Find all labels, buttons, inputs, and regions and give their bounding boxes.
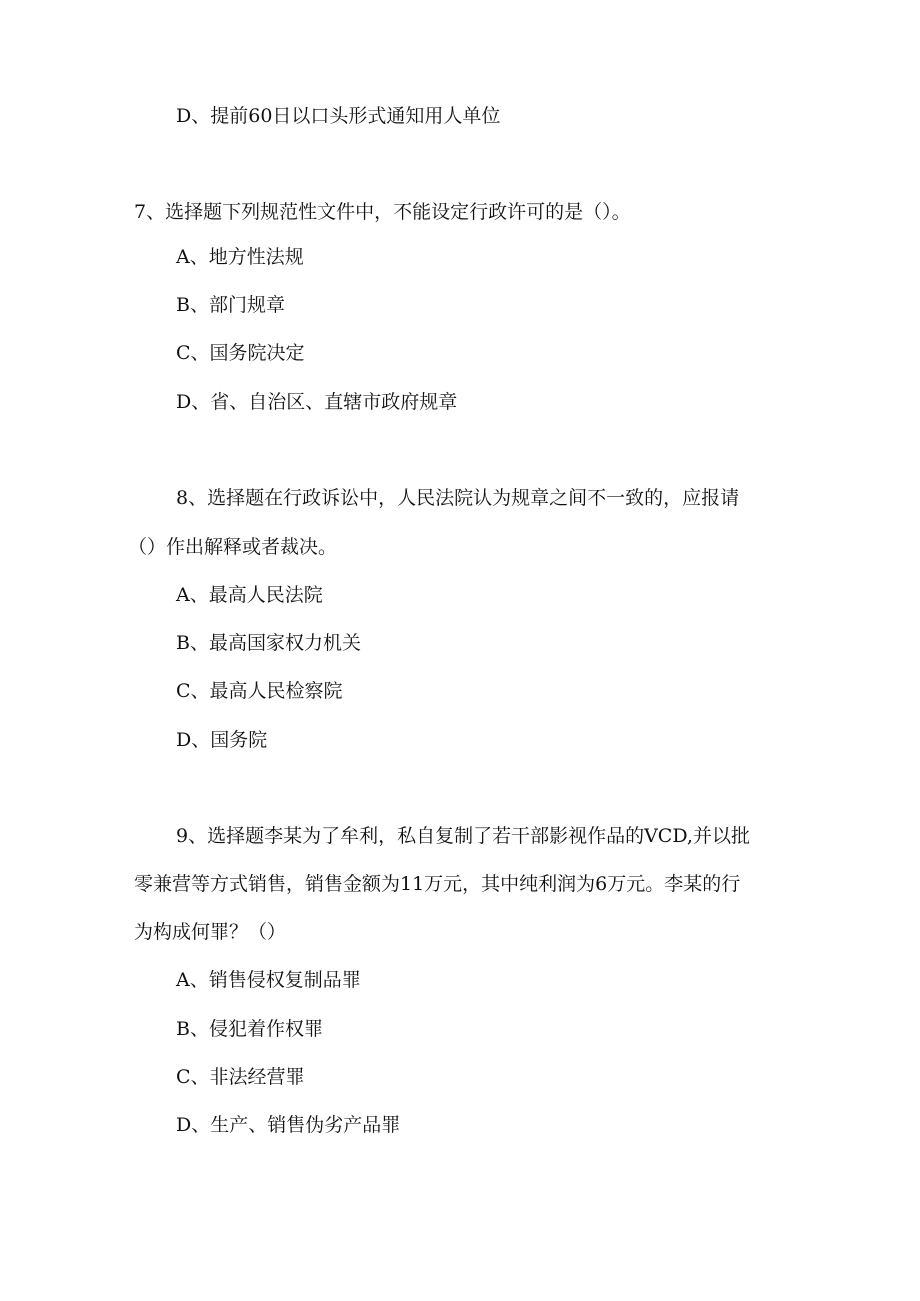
option-d: D、国务院 xyxy=(176,729,268,751)
option-a: A、地方性法规 xyxy=(176,246,304,268)
question-stem: 8、选择题在行政诉讼中，人民法院认为规章之间不一致的，应报请 xyxy=(176,487,740,509)
question-stem-continued: 为构成何罪？（） xyxy=(134,921,287,943)
option-c: C、非法经营罪 xyxy=(176,1066,305,1088)
option-c: C、国务院决定 xyxy=(176,342,305,364)
option-b: B、侵犯着作权罪 xyxy=(176,1018,323,1040)
option-c: C、最高人民检察院 xyxy=(176,680,343,702)
question-stem-continued: （）作出解释或者裁决。 xyxy=(128,536,338,558)
option-a: A、最高人民法院 xyxy=(176,584,323,606)
option-b: B、部门规章 xyxy=(176,294,285,316)
question-stem-continued: 零兼营等方式销售，销售金额为11万元，其中纯利润为6万元。李某的行 xyxy=(134,873,741,895)
option-d: D、省、自治区、直辖市政府规章 xyxy=(176,391,458,413)
option-a: A、销售侵权复制品罪 xyxy=(176,969,361,991)
option-b: B、最高国家权力机关 xyxy=(176,632,361,654)
question-stem: 9、选择题李某为了牟利，私自复制了若干部影视作品的VCD,并以批 xyxy=(176,825,750,847)
option-d: D、提前60日以口头形式通知用人单位 xyxy=(176,105,501,127)
option-d: D、生产、销售伪劣产品罪 xyxy=(176,1114,401,1136)
question-stem: 7、选择题下列规范性文件中，不能设定行政许可的是（）。 xyxy=(134,201,631,223)
